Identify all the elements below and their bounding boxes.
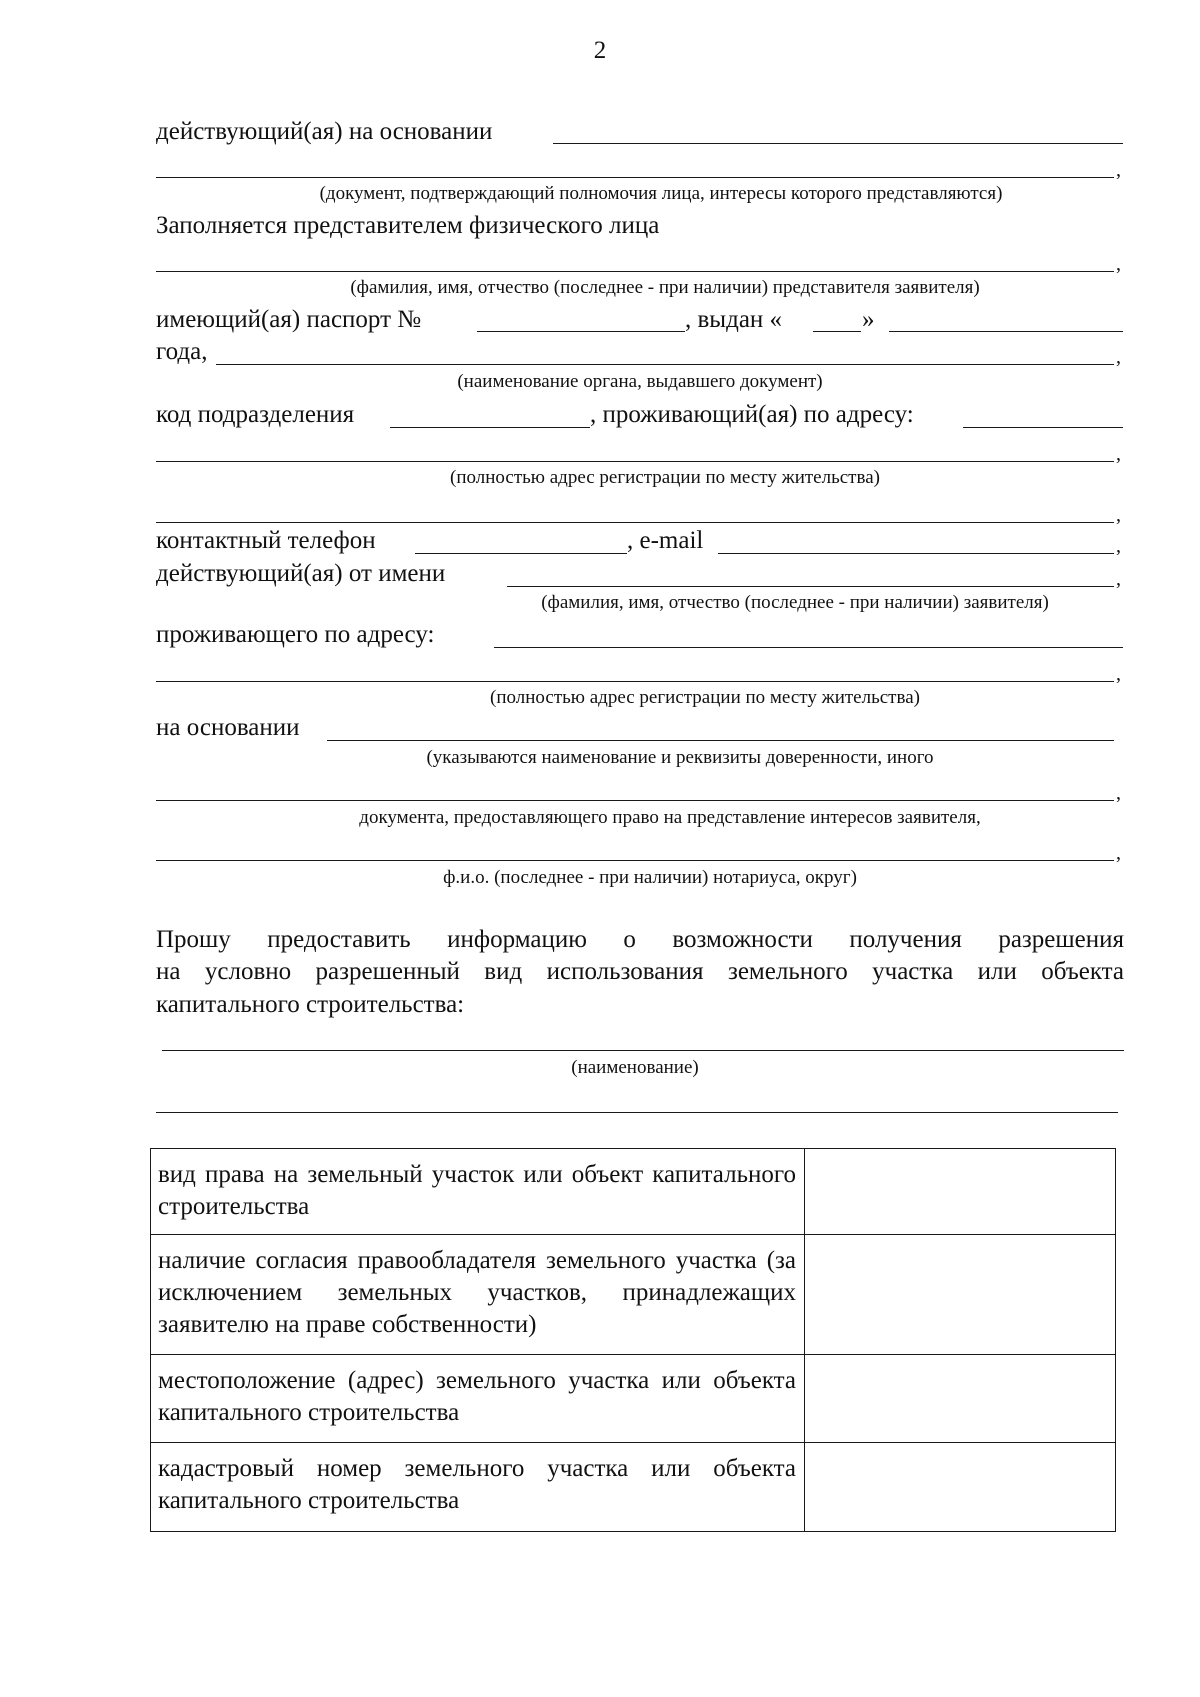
basis-field[interactable] bbox=[327, 740, 1114, 741]
residing-address-field-cont[interactable] bbox=[156, 461, 1114, 462]
comma: , bbox=[1116, 443, 1121, 465]
comma: , bbox=[1116, 535, 1121, 557]
residing-address-field[interactable] bbox=[963, 427, 1123, 428]
row-label: наличие согласия правообладателя земельного участка (за исключением земельных участков, принадлежащих заявителю на праве собственности) bbox=[158, 1247, 796, 1338]
phone-label: контактный телефон bbox=[156, 527, 376, 554]
comma: , bbox=[1116, 159, 1121, 181]
passport-number-field[interactable] bbox=[477, 331, 685, 332]
residing-label: , проживающий(ая) по адресу: bbox=[590, 401, 914, 428]
comma: , bbox=[1116, 568, 1121, 590]
rep-name-hint: (фамилия, имя, отчество (последнее - при наличии) представителя заявителя) bbox=[350, 277, 980, 298]
issued-close: » bbox=[862, 306, 875, 333]
subdivision-code-field[interactable] bbox=[390, 427, 590, 428]
applicant-name-field[interactable] bbox=[507, 586, 1114, 587]
row-value[interactable] bbox=[805, 1355, 1115, 1373]
row-value[interactable] bbox=[805, 1149, 1115, 1167]
basis-field-cont-2[interactable] bbox=[156, 860, 1114, 861]
table-label-cell bbox=[151, 1235, 805, 1355]
issued-label: , выдан « bbox=[685, 306, 783, 333]
object-name-field-cont[interactable] bbox=[156, 1112, 1118, 1113]
passport-label: имеющий(ая) паспорт № bbox=[156, 306, 422, 333]
subdivision-label: код подразделения bbox=[156, 401, 355, 428]
info-table bbox=[150, 1148, 1116, 1532]
acting-basis-hint: (документ, подтверждающий полномочия лица, интересы которого представляются) bbox=[319, 183, 1003, 204]
table-value-cell[interactable] bbox=[805, 1443, 1116, 1532]
comma: , bbox=[1116, 663, 1121, 685]
applicant-address-field[interactable] bbox=[494, 647, 1123, 648]
row-label: местоположение (адрес) земельного участка или объекта капитального строительства bbox=[158, 1367, 796, 1426]
table-row bbox=[151, 1355, 1116, 1443]
table-label-cell bbox=[151, 1443, 805, 1532]
table-row bbox=[151, 1149, 1116, 1235]
table-value-cell[interactable] bbox=[805, 1235, 1116, 1355]
request-line-1: Прошу предоставить информацию о возможности получения разрешения bbox=[156, 926, 1124, 953]
poa-hint-3: ф.и.о. (последнее - при наличии) нотариуса, округ) bbox=[443, 867, 857, 888]
issuer-field[interactable] bbox=[216, 364, 1114, 365]
residing-address-field-cont-2[interactable] bbox=[156, 522, 1114, 523]
acting-basis-field-cont[interactable] bbox=[156, 177, 1114, 178]
issued-day-field[interactable] bbox=[813, 331, 861, 332]
issued-month-field[interactable] bbox=[889, 331, 1123, 332]
rep-name-field[interactable] bbox=[156, 271, 1114, 272]
acting-basis-field[interactable] bbox=[553, 143, 1123, 144]
row-label: вид права на земельный участок или объект капитального строительства bbox=[158, 1161, 796, 1220]
address-hint-2: (полностью адрес регистрации по месту жительства) bbox=[490, 687, 920, 708]
row-label: кадастровый номер земельного участка или объекта капитального строительства bbox=[158, 1455, 796, 1514]
table-value-cell[interactable] bbox=[805, 1149, 1116, 1235]
on-behalf-label: действующий(ая) от имени bbox=[156, 560, 446, 587]
object-name-hint: (наименование) bbox=[571, 1057, 699, 1078]
poa-hint-1: (указываются наименование и реквизиты доверенности, иного bbox=[426, 747, 934, 768]
request-line-3: капитального строительства: bbox=[156, 991, 465, 1018]
table-label-cell bbox=[151, 1355, 805, 1443]
applicant-name-hint: (фамилия, имя, отчество (последнее - при наличии) заявителя) bbox=[541, 592, 1049, 613]
table-row bbox=[151, 1443, 1116, 1532]
year-label: года, bbox=[156, 338, 208, 365]
acting-basis-label: действующий(ая) на основании bbox=[156, 118, 493, 145]
applicant-address-label: проживающего по адресу: bbox=[156, 621, 435, 648]
address-hint-1: (полностью адрес регистрации по месту жительства) bbox=[450, 467, 880, 488]
poa-hint-2: документа, предоставляющего право на представление интересов заявителя, bbox=[359, 807, 981, 828]
object-name-field[interactable] bbox=[162, 1050, 1124, 1051]
request-line-2: на условно разрешенный вид использования земельного участка или объекта bbox=[156, 958, 1124, 985]
email-label: , e-mail bbox=[627, 527, 704, 554]
row-value[interactable] bbox=[805, 1235, 1115, 1253]
section-title: Заполняется представителем физического лица bbox=[156, 212, 660, 239]
comma: , bbox=[1116, 253, 1121, 275]
email-field[interactable] bbox=[718, 553, 1114, 554]
phone-field[interactable] bbox=[415, 553, 627, 554]
table-value-cell[interactable] bbox=[805, 1355, 1116, 1443]
comma: , bbox=[1116, 842, 1121, 864]
basis-field-cont[interactable] bbox=[156, 800, 1114, 801]
comma: , bbox=[1116, 504, 1121, 526]
row-value[interactable] bbox=[805, 1443, 1115, 1461]
basis-label: на основании bbox=[156, 714, 300, 741]
issuer-hint: (наименование органа, выдавшего документ) bbox=[457, 371, 823, 392]
page-number: 2 bbox=[593, 37, 607, 64]
table-label-cell bbox=[151, 1149, 805, 1235]
comma: , bbox=[1116, 346, 1121, 368]
table-row bbox=[151, 1235, 1116, 1355]
comma: , bbox=[1116, 782, 1121, 804]
applicant-address-field-cont[interactable] bbox=[156, 681, 1114, 682]
